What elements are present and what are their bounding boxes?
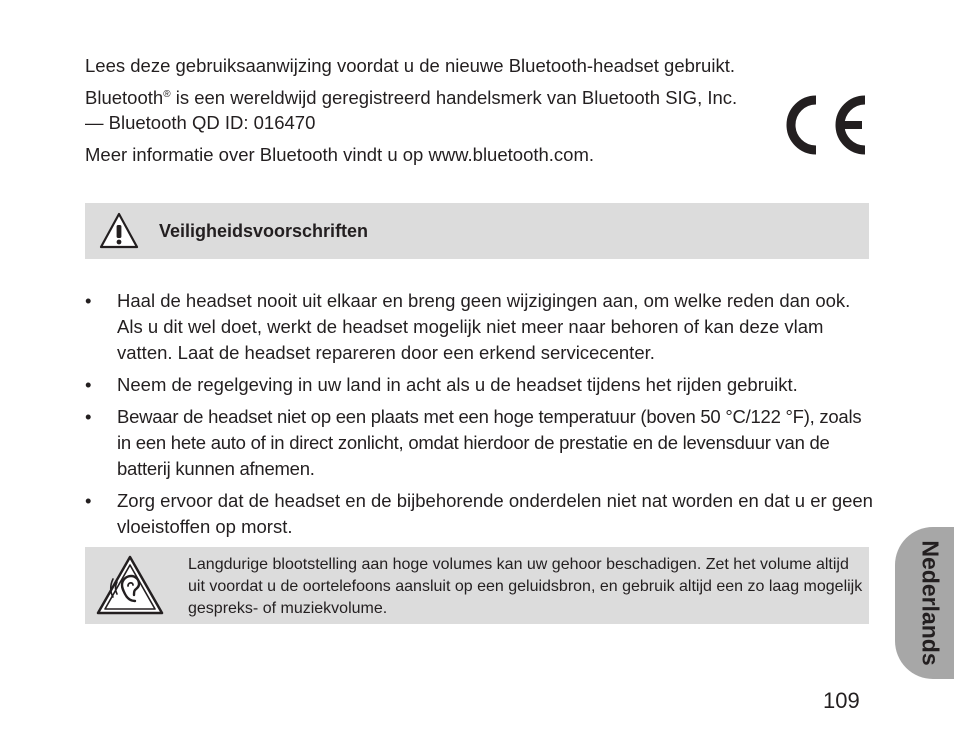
intro-paragraph-manual: Lees deze gebruiksaanwijzing voordat u de nieuwe Bluetooth-headset gebruikt. [85, 55, 735, 76]
language-tab-label: Nederlands [917, 540, 944, 666]
intro-paragraph-trademark [85, 85, 745, 135]
ce-mark-icon [778, 88, 872, 160]
safety-header [85, 203, 869, 259]
safety-title: Veiligheidsvoorschriften [159, 221, 369, 241]
warning-triangle-icon [99, 211, 139, 251]
hearing-warning-box [85, 547, 869, 624]
page-number: 109 [823, 688, 860, 713]
language-tab-label-wrap [905, 536, 954, 670]
list-item [85, 372, 875, 398]
trademark-name: Bluetooth [85, 87, 164, 108]
hearing-warning-text: Langdurige blootstelling aan hoge volumes kan uw gehoor beschadigen. Zet het volume altijd uit voordat u de oortelefoons aansluit op een geluidsbron, en gebruik altijd een zo laag mogelijk gespreks- of muziekvolume. [188, 556, 863, 617]
intro-text [85, 53, 745, 174]
list-item-text: Neem de regelgeving in uw land in acht als u de headset tijdens het rijden gebruikt. [117, 374, 798, 395]
trademark-statement: is een wereldwijd geregistreerd handelsmerk van Bluetooth SIG, Inc. — Bluetooth QD ID: 016470 [85, 87, 738, 133]
list-item-text: Zorg ervoor dat de headset en de bijbehorende onderdelen niet nat worden en dat u er geen vloeistoffen op morst. [117, 490, 873, 537]
hearing-damage-warning-icon [95, 554, 165, 617]
list-item [85, 288, 875, 366]
intro-paragraph-website: Meer informatie over Bluetooth vindt u op www.bluetooth.com. [85, 144, 595, 165]
list-item [85, 488, 875, 540]
bullet-mark: • [85, 490, 92, 511]
list-item-text: Haal de headset nooit uit elkaar en breng geen wijzigingen aan, om welke reden dan ook. Als u dit wel doet, werkt de headset mogelijk niet meer naar behoren of kan deze vlam vatten. Laat de headset repareren door een erkend servicecenter. [117, 290, 851, 363]
registered-mark: ® [163, 88, 171, 100]
bullet-mark: • [85, 406, 92, 427]
list-item [85, 404, 875, 482]
bullet-mark: • [85, 290, 92, 311]
bullet-mark: • [85, 374, 92, 395]
list-item-text: Bewaar de headset niet op een plaats met een hoge temperatuur (boven 50 °C/122 °F), zoals in een hete auto of in direct zonlicht, omdat hierdoor de prestatie en de levensduur van de batterij kunnen afnemen. [117, 406, 862, 479]
safety-list [85, 288, 875, 546]
